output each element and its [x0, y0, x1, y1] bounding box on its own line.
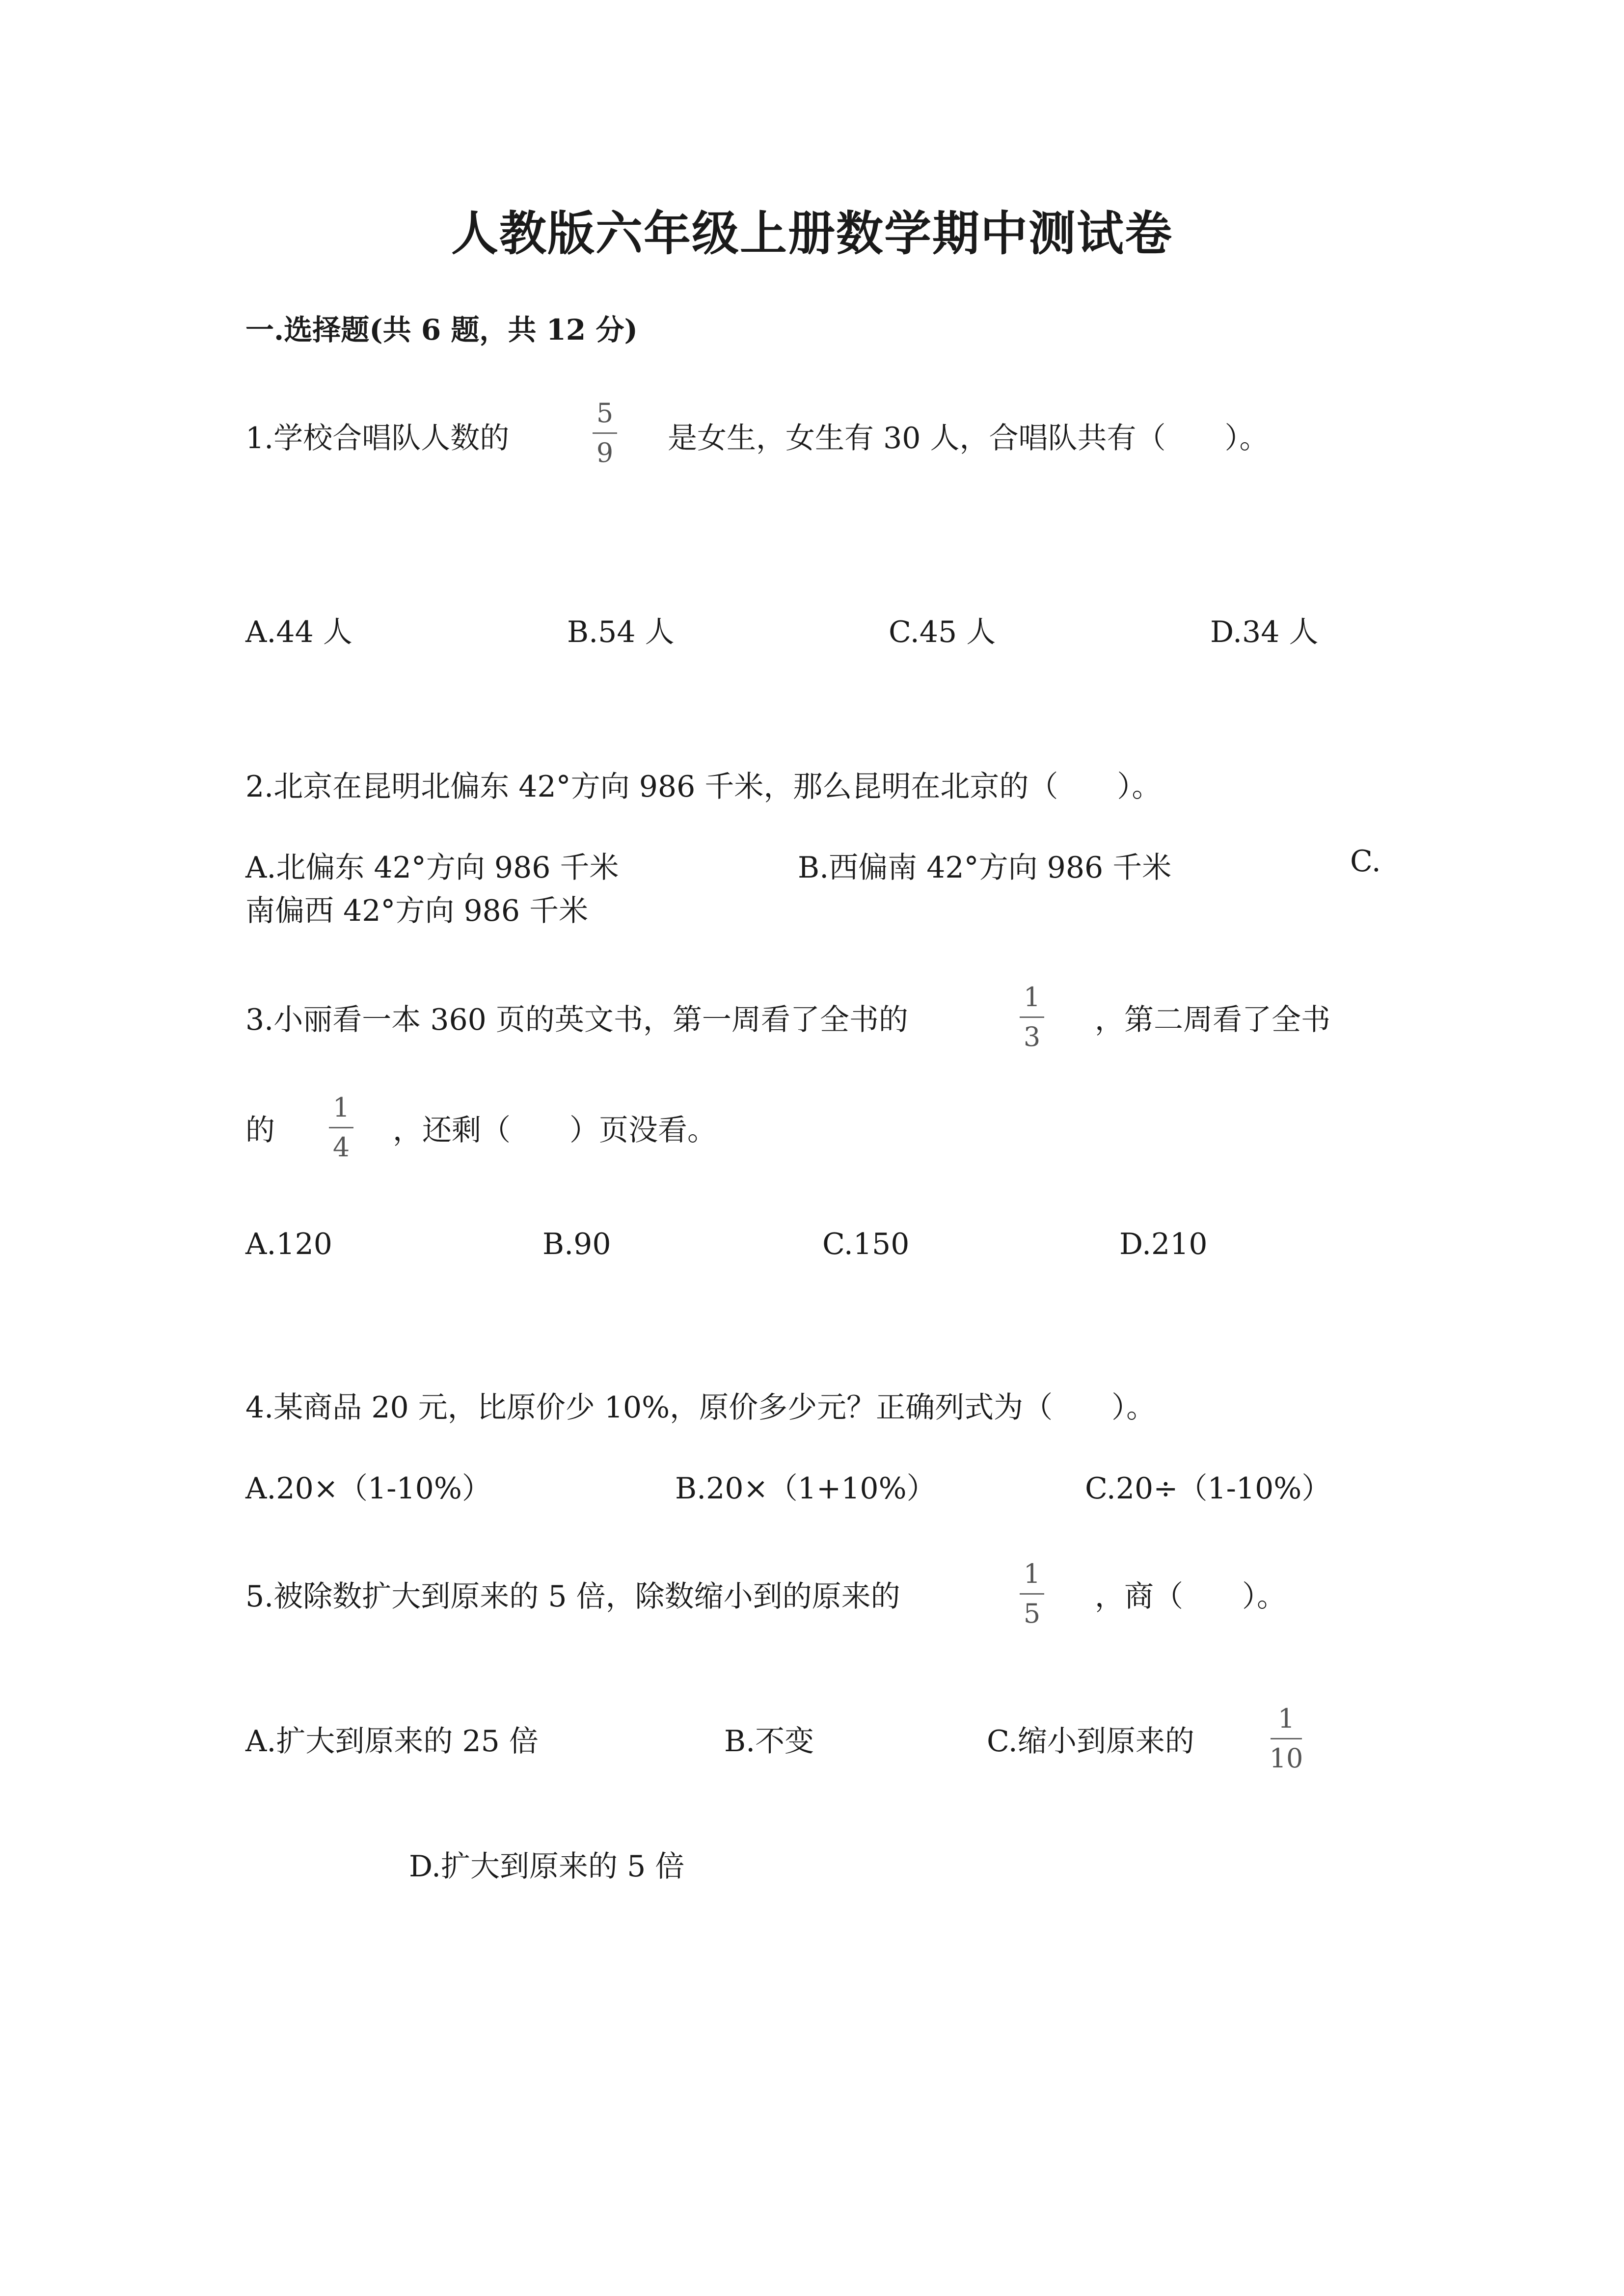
- fraction-numerator: 1: [332, 1092, 350, 1123]
- question-4-option-a[interactable]: A.20×（1-10%）: [245, 1471, 491, 1506]
- question-4-option-c[interactable]: C.20÷（1-10%）: [1085, 1471, 1331, 1506]
- fraction-numerator: 1: [1277, 1703, 1295, 1734]
- question-1-text-after: 是女生，女生有 30 人，合唱队共有（ ）。: [668, 421, 1269, 455]
- fraction-bar: [1020, 1016, 1044, 1018]
- question-3-fraction-2: [329, 1092, 353, 1163]
- question-3-option-c[interactable]: C.150: [822, 1227, 910, 1261]
- question-1-fraction: [593, 400, 617, 466]
- fraction-denominator: 9: [596, 437, 614, 468]
- question-3-option-a[interactable]: A.120: [245, 1227, 332, 1261]
- question-4-option-b[interactable]: B.20×（1+10%）: [675, 1471, 936, 1506]
- question-5-option-d[interactable]: D.扩大到原来的 5 倍: [409, 1849, 685, 1884]
- page-title: 人教版六年级上册数学期中测试卷: [451, 206, 1173, 261]
- question-3-option-b[interactable]: B.90: [542, 1227, 611, 1261]
- question-2-text: 2.北京在昆明北偏东 42°方向 986 千米，那么昆明在北京的（ ）。: [245, 770, 1162, 804]
- question-1-option-a[interactable]: A.44 人: [245, 615, 352, 649]
- fraction-bar: [593, 432, 617, 434]
- question-2-option-b[interactable]: B.西偏南 42°方向 986 千米: [798, 851, 1172, 885]
- question-1-option-b[interactable]: B.54 人: [567, 615, 675, 649]
- question-3-line-2-after: ，还剩（ ）页没看。: [393, 1113, 717, 1148]
- question-3-line-2-before: 的: [245, 1113, 275, 1148]
- question-1-option-c[interactable]: C.45 人: [889, 615, 996, 649]
- question-3-text-before: 3.小丽看一本 360 页的英文书，第一周看了全书的: [245, 1003, 908, 1037]
- question-4-text: 4.某商品 20 元，比原价少 10%，原价多少元？正确列式为（ ）。: [245, 1390, 1156, 1425]
- fraction-bar: [329, 1127, 353, 1128]
- question-3-text-mid: ，第二周看了全书: [1095, 1003, 1330, 1037]
- question-5-fraction: [1020, 1558, 1044, 1629]
- question-3-option-d[interactable]: D.210: [1119, 1227, 1208, 1261]
- question-5-option-c-fraction: [1269, 1703, 1303, 1774]
- section-heading: 一.选择题(共 6 题，共 12 分): [245, 313, 638, 347]
- question-5-option-c[interactable]: C.缩小到原来的: [987, 1724, 1194, 1759]
- question-1-text-before: 1.学校合唱队人数的: [245, 421, 510, 455]
- fraction-numerator: 1: [1023, 982, 1041, 1013]
- question-2-option-a[interactable]: A.北偏东 42°方向 986 千米: [245, 851, 619, 885]
- question-5-text-before: 5.被除数扩大到原来的 5 倍，除数缩小到的原来的: [245, 1579, 900, 1614]
- question-2-option-c-continued[interactable]: 南偏西 42°方向 986 千米: [245, 894, 589, 928]
- fraction-denominator: 5: [1023, 1598, 1041, 1629]
- fraction-bar: [1271, 1738, 1302, 1739]
- fraction-denominator: 4: [332, 1132, 350, 1163]
- question-5-text-after: ，商（ ）。: [1095, 1579, 1286, 1614]
- fraction-bar: [1020, 1593, 1044, 1595]
- fraction-denominator: 3: [1023, 1021, 1041, 1052]
- question-3-fraction-1: [1020, 984, 1044, 1050]
- fraction-numerator: 1: [1023, 1558, 1041, 1589]
- question-5-option-a[interactable]: A.扩大到原来的 25 倍: [245, 1724, 539, 1759]
- question-1-option-d[interactable]: D.34 人: [1210, 615, 1319, 649]
- fraction-numerator: 5: [596, 398, 614, 428]
- question-2-option-c[interactable]: C.: [1350, 844, 1381, 879]
- question-5-option-b[interactable]: B.不变: [724, 1724, 814, 1759]
- fraction-denominator: 10: [1269, 1743, 1303, 1774]
